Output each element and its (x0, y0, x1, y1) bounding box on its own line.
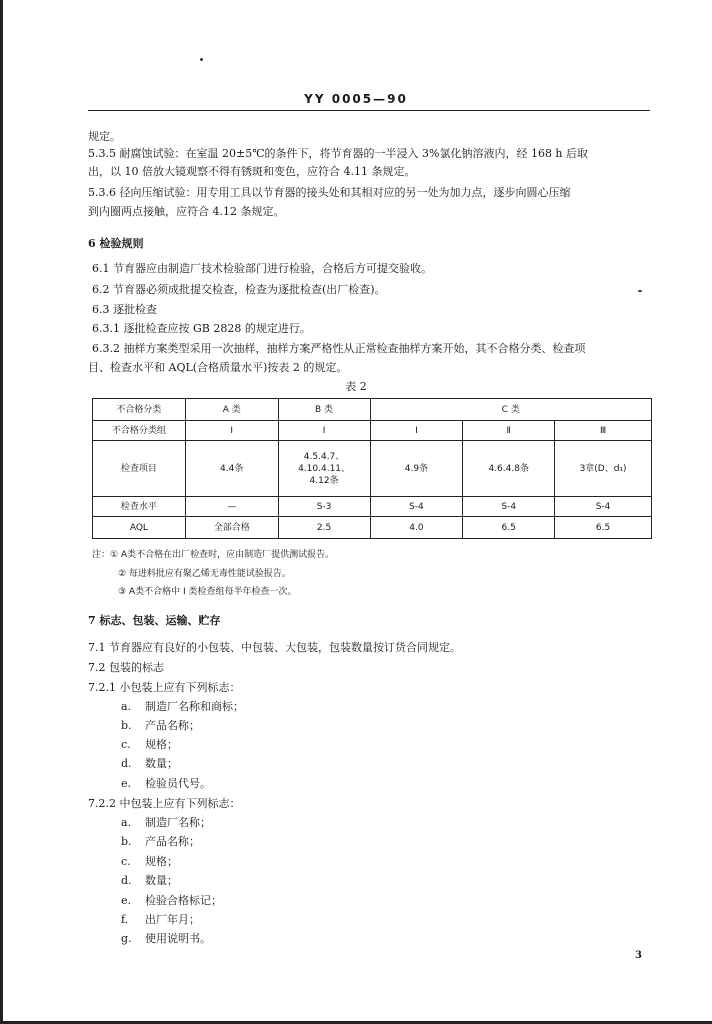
table-row (93, 399, 652, 421)
paragraph: 5.3.6 径向压缩试验：用专用工具以节育器的接头处和其相对应的另一处为加力点，逐步向圆心压缩 (88, 186, 571, 199)
list-label: c. (121, 738, 131, 751)
list-item: 产品名称； (145, 835, 200, 848)
table-row (93, 441, 652, 497)
table-cell: S-4 (555, 497, 652, 517)
paragraph: 7.1 节育器应有良好的小包装、中包装、大包装，包装数量按订货合同规定。 (88, 641, 461, 654)
class-a-header: A 类 (185, 399, 278, 421)
list-label: f. (121, 913, 129, 926)
list-item: 规格； (145, 855, 178, 868)
paragraph: 到内圈两点接触，应符合 4.12 条规定。 (88, 205, 285, 218)
table-cell: 全部合格 (185, 517, 278, 539)
class-b-header: B 类 (278, 399, 370, 421)
table-cell: Ⅱ (463, 421, 555, 441)
paragraph: 6.3 逐批检查 (92, 303, 157, 316)
cell-line: 4.5.4.7、 (303, 451, 345, 462)
list-label: a. (121, 700, 132, 713)
paragraph: 规定。 (88, 130, 121, 143)
list-item: 数量； (145, 874, 178, 887)
list-item: 检验合格标记； (145, 894, 222, 907)
paragraph: 目、检查水平和 AQL(合格质量水平)按表 2 的规定。 (88, 361, 348, 374)
paragraph: 6.1 节育器应由制造厂技术检验部门进行检验，合格后方可提交验收。 (92, 262, 432, 275)
list-item: 数量； (145, 757, 178, 770)
table-caption: 表 2 (345, 380, 367, 393)
table-cell: 3章(D、d₁) (555, 441, 652, 497)
list-item: 规格； (145, 738, 178, 751)
table-cell: I (185, 421, 278, 441)
table-cell: S-4 (370, 497, 463, 517)
list-label: e. (121, 777, 132, 790)
cell-line: 4.10.4.11、 (298, 463, 351, 474)
header-rule (88, 110, 650, 111)
table-row (93, 497, 652, 517)
row-label: 不合格分类组 (93, 421, 186, 441)
list-label: c. (121, 855, 131, 868)
table-note: ③ A类不合格中 I 类检查组每半年检查一次。 (118, 587, 297, 597)
paragraph: 6.3.2 抽样方案类型采用一次抽样，抽样方案严格性从正常检查抽样方案开始，其不合格分类、检查项 (92, 342, 586, 355)
table-cell: 2.5 (278, 517, 370, 539)
table-row (93, 421, 652, 441)
table-cell: 4.4条 (185, 441, 278, 497)
list-label: e. (121, 894, 132, 907)
list-item: 制造厂名称和商标； (145, 700, 244, 713)
list-label: b. (121, 719, 132, 732)
table-note: 注：① A类不合格在出厂检查时，应由制造厂提供测试报告。 (92, 550, 335, 560)
list-item: 使用说明书。 (145, 932, 211, 945)
table-cell: I (370, 421, 463, 441)
paragraph: 6.2 节育器必须成批提交检查，检查为逐批检查(出厂检查)。 (92, 283, 386, 296)
table-cell: 4.0 (370, 517, 463, 539)
table-cell (278, 441, 370, 497)
table-cell: 4.6.4.8条 (463, 441, 555, 497)
list-label: d. (121, 874, 132, 887)
paragraph: 出，以 10 倍放大镜观察不得有锈斑和变色，应符合 4.11 条规定。 (88, 165, 416, 178)
table-cell: 6.5 (555, 517, 652, 539)
page-number: 3 (635, 950, 642, 961)
table-cell: 6.5 (463, 517, 555, 539)
row-label: 不合格分类 (93, 399, 186, 421)
section-title: 7 标志、包装、运输、贮存 (88, 614, 221, 627)
table-note: ② 每进料批应有聚乙烯无毒性能试验报告。 (118, 569, 291, 579)
cell-line: 4.12条 (309, 475, 339, 486)
table-row (93, 517, 652, 539)
table-cell: Ⅲ (555, 421, 652, 441)
row-label: 检查项目 (93, 441, 186, 497)
paragraph: 7.2.2 中包装上应有下列标志： (88, 797, 241, 810)
list-label: b. (121, 835, 132, 848)
inspection-table (92, 398, 652, 539)
section-title: 6 检验规则 (88, 237, 144, 250)
list-item: 检验员代号。 (145, 777, 211, 790)
scan-speck (200, 58, 203, 61)
paragraph: 7.2.1 小包装上应有下列标志： (88, 681, 241, 694)
list-item: 出厂年月； (145, 913, 200, 926)
paragraph: 7.2 包装的标志 (88, 661, 164, 674)
class-c-header: C 类 (370, 399, 652, 421)
list-label: d. (121, 757, 132, 770)
paragraph: 6.3.1 逐批检查应按 GB 2828 的规定进行。 (92, 322, 311, 335)
list-label: a. (121, 816, 132, 829)
list-label: g. (121, 932, 132, 945)
row-label: AQL (93, 517, 186, 539)
table-cell: S-4 (463, 497, 555, 517)
table-cell: S-3 (278, 497, 370, 517)
table-cell: I (278, 421, 370, 441)
list-item: 产品名称； (145, 719, 200, 732)
table-cell: — (185, 497, 278, 517)
paragraph: 5.3.5 耐腐蚀试验：在室温 20±5℃的条件下，将节育器的一半浸入 3%氯化钠溶液内，经 168 h 后取 (88, 147, 589, 160)
row-label: 检查水平 (93, 497, 186, 517)
standard-header: YY 0005—90 (304, 92, 408, 106)
table-cell: 4.9条 (370, 441, 463, 497)
list-item: 制造厂名称； (145, 816, 211, 829)
